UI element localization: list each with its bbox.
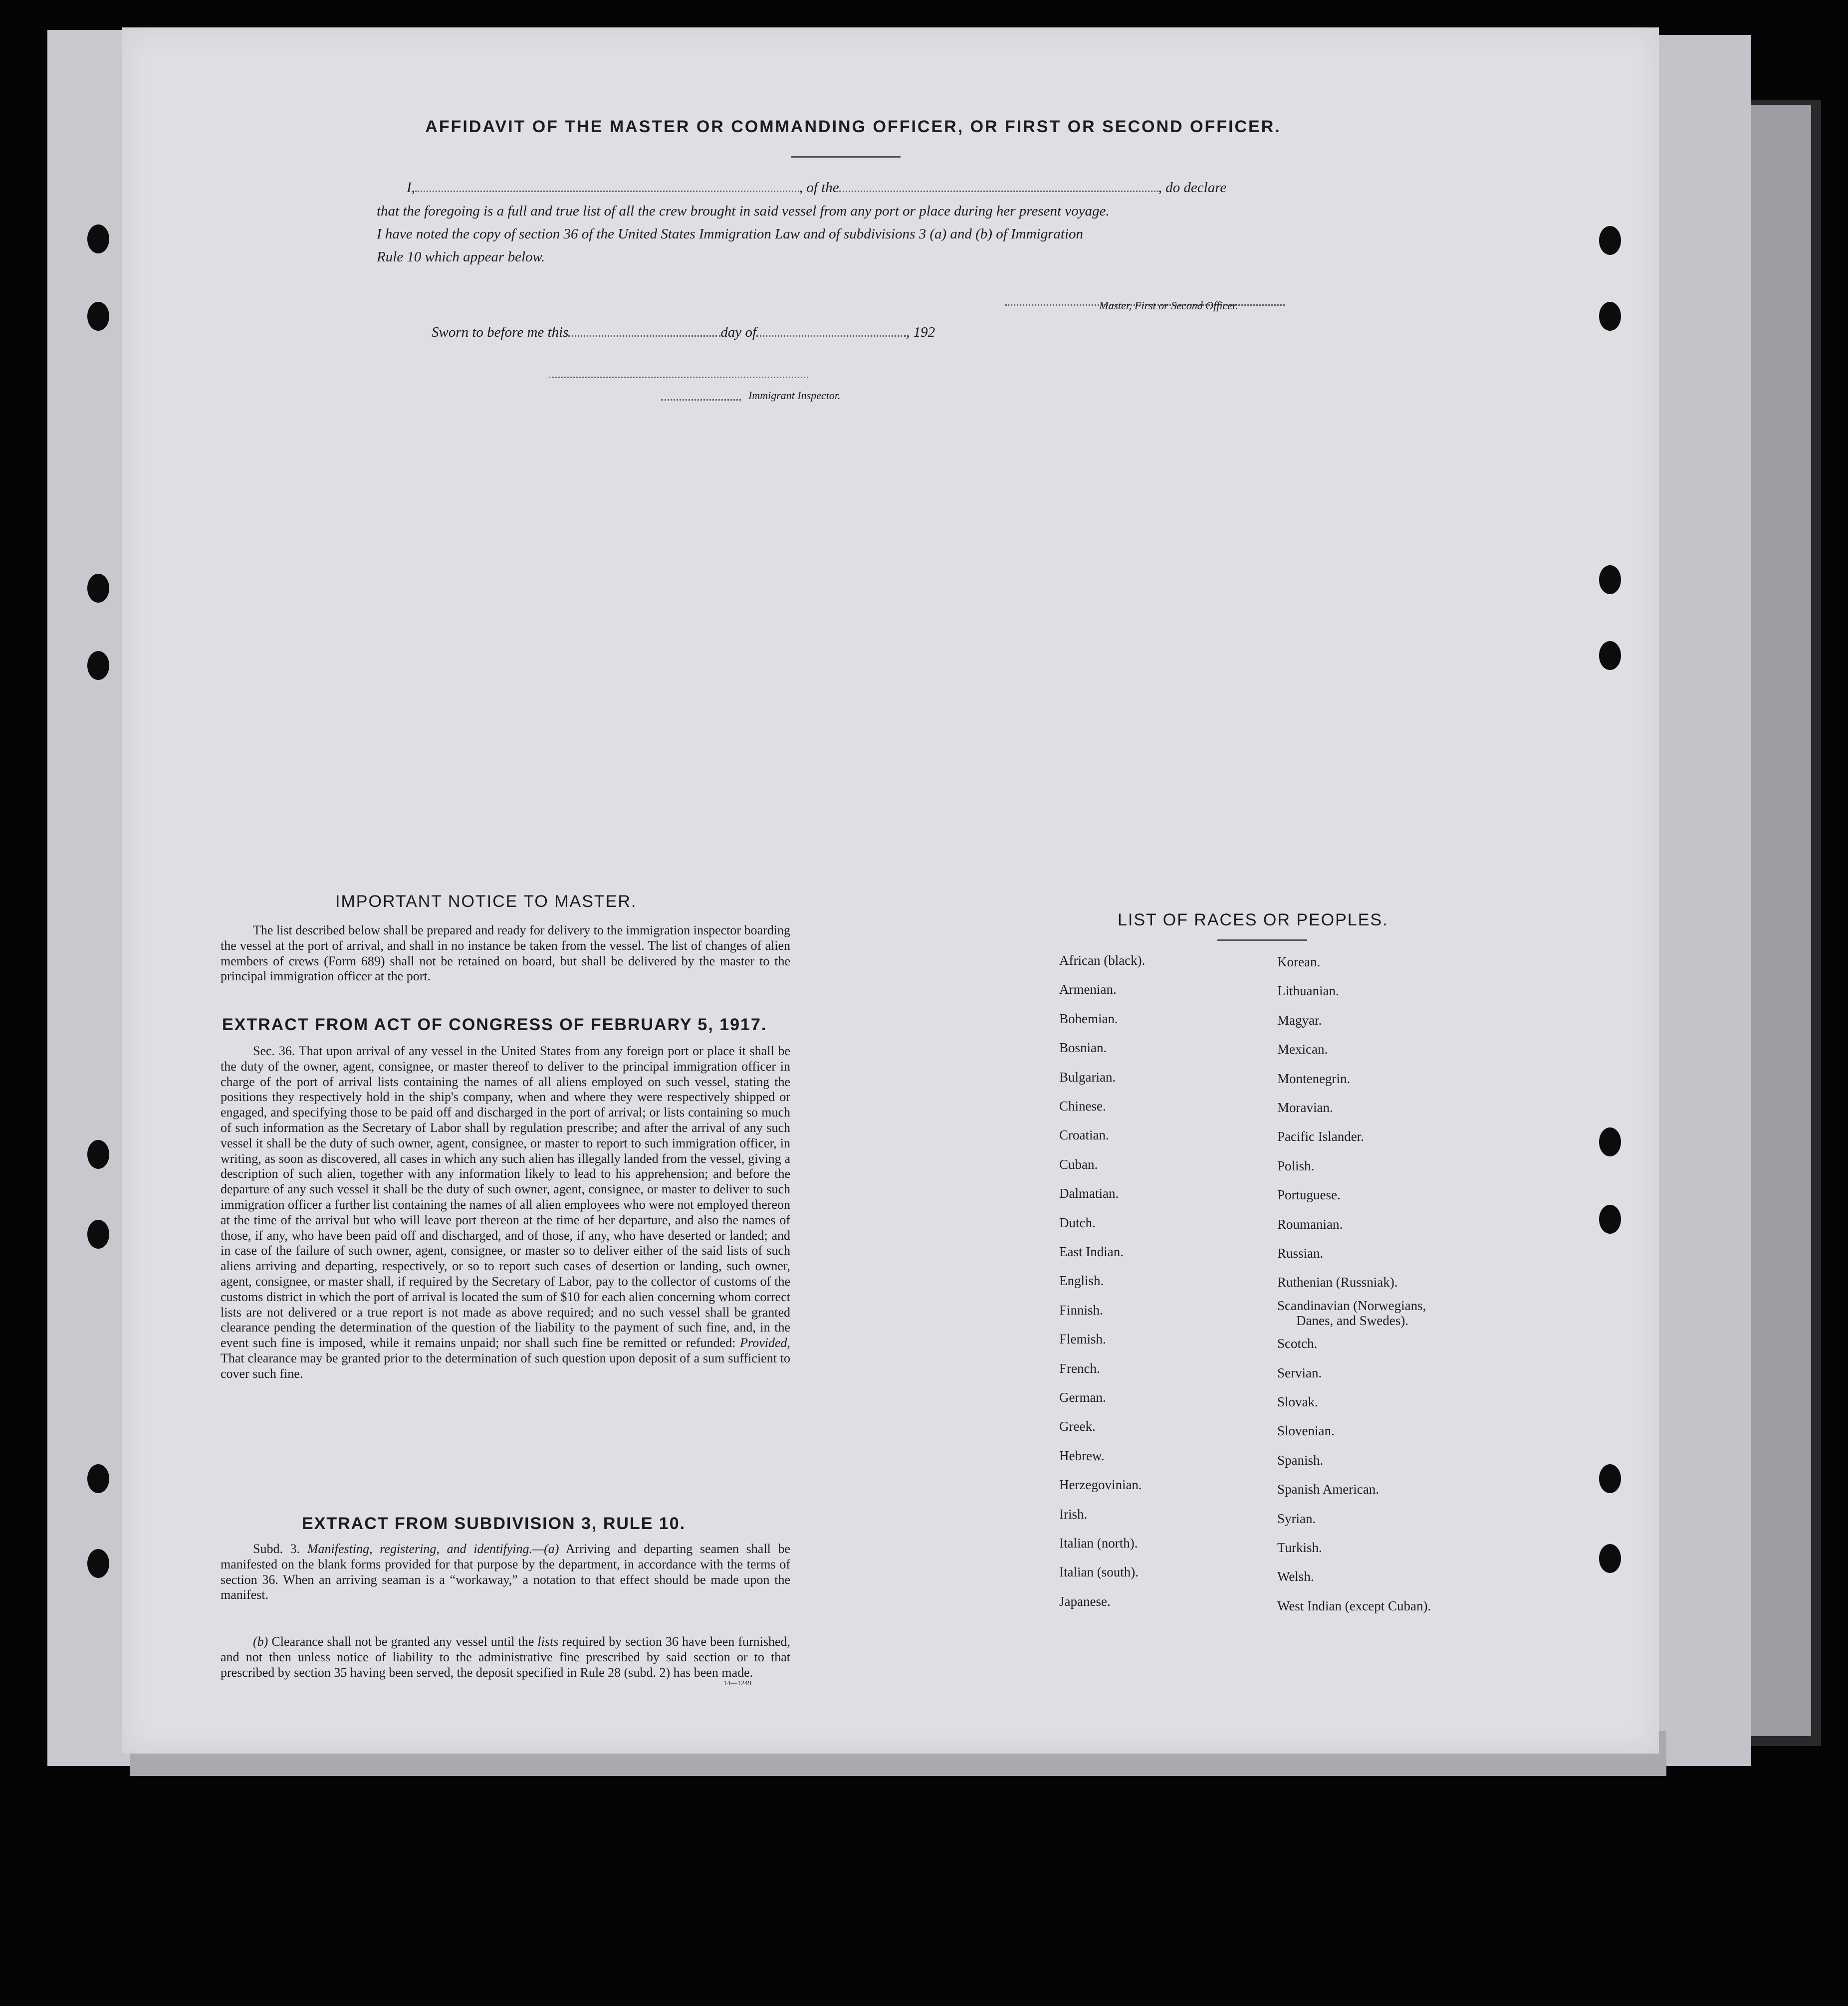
binding-hole [87, 224, 109, 253]
race-item: Cuban. [1059, 1156, 1098, 1172]
race-item: Slovak. [1277, 1394, 1318, 1409]
blank-field [839, 181, 1158, 192]
race-item: African (black). [1059, 953, 1146, 968]
affidavit-line-3: I have noted the copy of section 36 of the United States Immigration Law and of subdivisions 3 (a) and (b) of Immigration [377, 226, 1084, 242]
clause-text: Arriving and departing seamen shall be manifested on the blank forms provided for that purpose by the department, in accordance with the terms of section 36. When an arriving seaman is a “workaway,” a notation to that effect should be made upon the manifest. [221, 1542, 791, 1602]
affidavit-text: day of [720, 324, 757, 340]
notice-title: IMPORTANT NOTICE TO MASTER. [335, 892, 637, 911]
race-item: Hebrew. [1059, 1448, 1105, 1463]
affidavit-line-4: Rule 10 which appear below. [377, 249, 545, 265]
binding-hole [1599, 1127, 1621, 1156]
race-item: Scotch. [1277, 1336, 1318, 1351]
extract-act-title: EXTRACT FROM ACT OF CONGRESS OF FEBRUARY 5, 1917. [222, 1015, 767, 1034]
clause-label: (a) [544, 1542, 559, 1556]
affidavit-text: Sworn to before me this [432, 324, 569, 340]
affidavit-text: , of the [799, 180, 839, 196]
binding-hole [1599, 226, 1621, 255]
underlying-page-edge [1751, 105, 1811, 1736]
race-item [1277, 1298, 1487, 1328]
race-item-text: Scandinavian (Norwegians, [1277, 1298, 1426, 1313]
section-36-paragraph [221, 1044, 790, 1382]
clause-text-italic: lists [537, 1634, 559, 1649]
sworn-line [432, 324, 935, 341]
race-item: Spanish American. [1277, 1482, 1379, 1497]
binding-hole [87, 651, 109, 680]
binding-hole [87, 302, 109, 331]
section-text: That clearance may be granted prior to the determination of such question upon deposit of a sum sufficient to cover such fine. [221, 1350, 790, 1381]
race-item: Dutch. [1059, 1215, 1096, 1230]
race-item: West Indian (except Cuban). [1277, 1598, 1431, 1613]
race-item: Spanish. [1277, 1452, 1324, 1468]
race-item: Italian (south). [1059, 1564, 1139, 1580]
inspector-caption: Immigrant Inspector. [748, 389, 841, 402]
race-item: Flemish. [1059, 1332, 1106, 1347]
blank-field [756, 325, 906, 337]
race-item: German. [1059, 1390, 1106, 1405]
race-item: Welsh. [1277, 1569, 1314, 1584]
binding-hole [87, 1140, 109, 1169]
race-item: Servian. [1277, 1365, 1322, 1380]
section-label: Sec. 36. [253, 1044, 295, 1058]
binding-hole [87, 1549, 109, 1578]
race-item: Ruthenian (Russniak). [1277, 1275, 1398, 1290]
subdivision-heading: Manifesting, registering, and identifying.— [307, 1542, 544, 1556]
race-item: Syrian. [1277, 1511, 1316, 1526]
race-item: Moravian. [1277, 1100, 1333, 1115]
document-page [122, 27, 1659, 1754]
race-item: Irish. [1059, 1506, 1088, 1522]
race-item: Magyar. [1277, 1012, 1322, 1028]
binding-hole [1599, 1464, 1621, 1493]
inspector-signature-line [549, 367, 808, 378]
affidavit-title: AFFIDAVIT OF THE MASTER OR COMMANDING OFFICER, OR FIRST OR SECOND OFFICER. [425, 117, 1281, 136]
race-item: Lithuanian. [1277, 983, 1339, 999]
form-number: 14—1249 [723, 1680, 751, 1687]
subdivision-label: Subd. 3. [253, 1542, 300, 1556]
binding-hole [87, 1220, 109, 1249]
extract-rule-title: EXTRACT FROM SUBDIVISION 3, RULE 10. [302, 1514, 686, 1533]
race-item-continuation: Danes, and Swedes). [1296, 1313, 1408, 1328]
affidavit-line-2: that the foregoing is a full and true list of all the crew brought in said vessel from any port or place during her present voyage. [377, 203, 1110, 219]
affidavit-line-1 [407, 180, 1226, 196]
binding-hole [87, 1464, 109, 1493]
binding-hole [1599, 1205, 1621, 1234]
race-item: Italian (north). [1059, 1536, 1138, 1551]
binding-hole [1599, 302, 1621, 331]
section-text: That upon arrival of any vessel in the United States from any foreign port or place it shall be the duty of the owner, agent, consignee, or master thereof to deliver to the principal immigration officer in charge of the port of arrival lists containing the names of all aliens employed on such vessel, stating the positions they respectively hold in the ship's company, when and where they were respectively shipped or engaged, and specifying those to be paid off and discharged in the port of arrival; or lists containing so much of such information as the Secretary of Labor shall by regulation prescribe; and after the arrival of any such vessel it shall be the duty of such owner, agent, consignee, or master to report to such immigration officer, in writing, as soon as discovered, all cases in which any such alien has illegally landed from the vessel, giving a description of such alien, together with any information likely to lead to his apprehension; and before the departure of any such vessel it shall be the duty of such owner, agent, consignee, or master to deliver to such immigration officer a further list containing the names of all alien employees who were not employed thereon at the time of the arrival but who will leave port thereon at the time of her departure, and also the names of those, if any, who have been paid off and discharged, and of those, if any, who have deserted or landed; and in case of the failure of such owner, agent, consignee, or master so to deliver either of the said lists of such aliens arriving and departing, respectively, or so to report such cases of desertion or landing, such owner, agent, consignee, or master shall, if required by the Secretary of Labor, pay to the collector of customs of the customs district in which the port of arrival is located the sum of $10 for each alien concerning whom correct lists are not delivered or a true report is not made as above required; and no such vessel shall be granted clearance pending the determination of the question of the liability to the payment of such fine, and, in the event such fine is imposed, while it remains unpaid; nor shall such fine be remitted or refunded: [221, 1044, 790, 1350]
races-title: LIST OF RACES OR PEOPLES. [1118, 910, 1388, 929]
race-item: Bulgarian. [1059, 1069, 1116, 1085]
clause-text: required by section 36 have been furnished, and not then unless notice of liability to the administrative fine prescribed by said section or to that prescribed by section 35 having been served, the deposit specified in Rule 28 (subd. 2) has been made. [221, 1634, 791, 1680]
race-item: Chinese. [1059, 1099, 1106, 1114]
affidavit-text: I, [407, 180, 415, 196]
race-item: Korean. [1277, 954, 1321, 969]
clause-label: (b) [253, 1634, 268, 1649]
race-item: Polish. [1277, 1158, 1315, 1173]
race-item: Montenegrin. [1277, 1071, 1351, 1086]
race-item: Croatian. [1059, 1127, 1109, 1143]
race-item: Bohemian. [1059, 1011, 1118, 1026]
race-item: English. [1059, 1273, 1104, 1289]
binding-hole [1599, 641, 1621, 670]
race-item: Turkish. [1277, 1540, 1322, 1555]
race-item: Pacific Islander. [1277, 1129, 1364, 1144]
section-text-italic: Provided, [740, 1336, 790, 1350]
race-item: Portuguese. [1277, 1187, 1341, 1203]
affidavit-text: , do declare [1158, 180, 1227, 196]
race-item: Greek. [1059, 1419, 1096, 1434]
race-item: Russian. [1277, 1246, 1324, 1261]
race-item: Herzegovinian. [1059, 1477, 1142, 1493]
race-item: Finnish. [1059, 1302, 1103, 1318]
affidavit-text: , 192 [906, 324, 935, 340]
race-item: Roumanian. [1277, 1216, 1343, 1232]
race-item: Mexican. [1277, 1042, 1328, 1057]
race-item: Japanese. [1059, 1593, 1111, 1609]
notice-paragraph: The list described below shall be prepared and ready for delivery to the immigration inspector boarding the vessel at the port of arrival, and shall in no instance be taken from the vessel. The list of changes of alien members of crews (Form 689) shall not be retained on board, but shall be delivered by the master to the principal immigration officer at the port. [221, 923, 790, 984]
races-rule [1217, 939, 1307, 941]
race-item: Bosnian. [1059, 1040, 1107, 1056]
race-item: Slovenian. [1277, 1423, 1335, 1439]
master-caption: Master, First or Second Officer. [1099, 299, 1238, 312]
race-item: Dalmatian. [1059, 1186, 1119, 1201]
race-item: French. [1059, 1360, 1100, 1376]
blank-field [568, 325, 720, 337]
binding-hole [87, 574, 109, 603]
subdivision-a-paragraph [221, 1542, 790, 1603]
title-rule [791, 156, 901, 158]
subdivision-b-paragraph [221, 1634, 790, 1680]
underlying-page-edge [1646, 35, 1751, 1766]
blank-field [415, 181, 799, 192]
binding-hole [1599, 565, 1621, 594]
race-item: Armenian. [1059, 982, 1117, 997]
race-item: East Indian. [1059, 1244, 1124, 1259]
inspector-signature-line [661, 389, 741, 401]
binding-hole [1599, 1544, 1621, 1573]
clause-text: Clearance shall not be granted any vessel until the [271, 1634, 534, 1649]
